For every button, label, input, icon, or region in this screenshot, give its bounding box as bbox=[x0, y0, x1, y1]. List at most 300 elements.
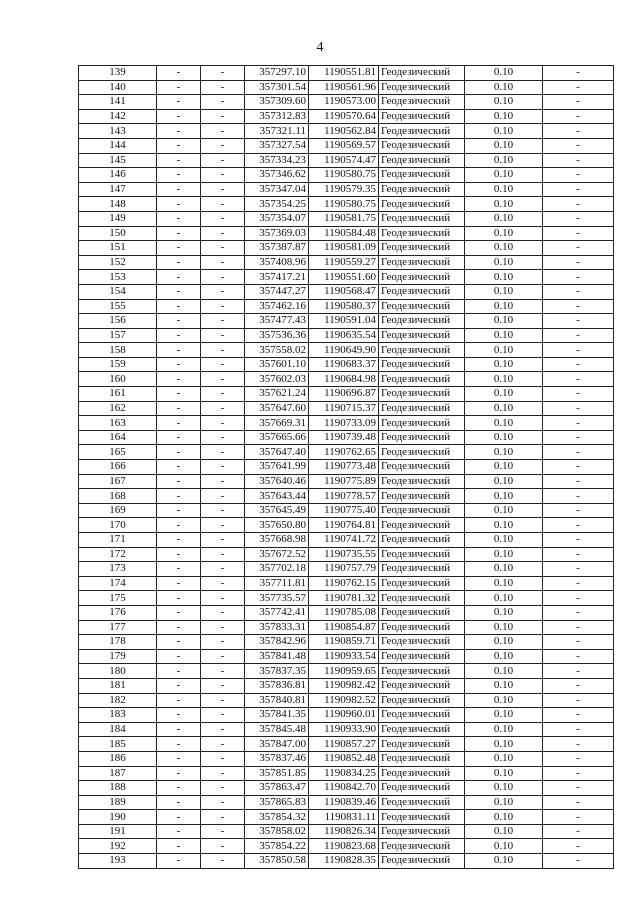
method-cell: Геодезический bbox=[379, 255, 465, 270]
empty-cell: - bbox=[543, 401, 614, 416]
x-coordinate-cell: 357735.57 bbox=[245, 591, 309, 606]
method-cell: Геодезический bbox=[379, 751, 465, 766]
method-cell: Геодезический bbox=[379, 226, 465, 241]
table-row bbox=[79, 605, 614, 620]
empty-cell: - bbox=[543, 854, 614, 869]
y-coordinate-cell: 1190785.08 bbox=[309, 605, 379, 620]
accuracy-cell: 0.10 bbox=[465, 503, 543, 518]
y-coordinate-cell: 1190775.89 bbox=[309, 474, 379, 489]
empty-cell: - bbox=[543, 489, 614, 504]
point-number-cell: 188 bbox=[79, 781, 157, 796]
empty-cell: - bbox=[201, 489, 245, 504]
table-row bbox=[79, 284, 614, 299]
accuracy-cell: 0.10 bbox=[465, 343, 543, 358]
method-cell: Геодезический bbox=[379, 314, 465, 329]
table-row bbox=[79, 430, 614, 445]
point-number-cell: 168 bbox=[79, 489, 157, 504]
table-row bbox=[79, 664, 614, 679]
empty-cell: - bbox=[543, 503, 614, 518]
empty-cell: - bbox=[157, 226, 201, 241]
empty-cell: - bbox=[543, 445, 614, 460]
point-number-cell: 148 bbox=[79, 197, 157, 212]
empty-cell: - bbox=[201, 357, 245, 372]
x-coordinate-cell: 357369.03 bbox=[245, 226, 309, 241]
accuracy-cell: 0.10 bbox=[465, 182, 543, 197]
empty-cell: - bbox=[201, 751, 245, 766]
empty-cell: - bbox=[201, 460, 245, 475]
table-row bbox=[79, 737, 614, 752]
empty-cell: - bbox=[157, 649, 201, 664]
empty-cell: - bbox=[201, 168, 245, 183]
y-coordinate-cell: 1190781.32 bbox=[309, 591, 379, 606]
empty-cell: - bbox=[201, 591, 245, 606]
empty-cell: - bbox=[543, 562, 614, 577]
point-number-cell: 167 bbox=[79, 474, 157, 489]
method-cell: Геодезический bbox=[379, 620, 465, 635]
x-coordinate-cell: 357347.04 bbox=[245, 182, 309, 197]
point-number-cell: 157 bbox=[79, 328, 157, 343]
empty-cell: - bbox=[157, 737, 201, 752]
empty-cell: - bbox=[201, 80, 245, 95]
method-cell: Геодезический bbox=[379, 343, 465, 358]
point-number-cell: 163 bbox=[79, 416, 157, 431]
accuracy-cell: 0.10 bbox=[465, 299, 543, 314]
empty-cell: - bbox=[543, 547, 614, 562]
empty-cell: - bbox=[201, 810, 245, 825]
accuracy-cell: 0.10 bbox=[465, 649, 543, 664]
table-row bbox=[79, 328, 614, 343]
method-cell: Геодезический bbox=[379, 124, 465, 139]
empty-cell: - bbox=[543, 576, 614, 591]
table-row bbox=[79, 576, 614, 591]
x-coordinate-cell: 357408.96 bbox=[245, 255, 309, 270]
y-coordinate-cell: 1190764.81 bbox=[309, 518, 379, 533]
empty-cell: - bbox=[201, 226, 245, 241]
empty-cell: - bbox=[543, 80, 614, 95]
table-row bbox=[79, 722, 614, 737]
empty-cell: - bbox=[201, 343, 245, 358]
y-coordinate-cell: 1190826.34 bbox=[309, 824, 379, 839]
empty-cell: - bbox=[201, 839, 245, 854]
empty-cell: - bbox=[157, 635, 201, 650]
point-number-cell: 189 bbox=[79, 795, 157, 810]
point-number-cell: 145 bbox=[79, 153, 157, 168]
y-coordinate-cell: 1190775.40 bbox=[309, 503, 379, 518]
accuracy-cell: 0.10 bbox=[465, 153, 543, 168]
empty-cell: - bbox=[201, 503, 245, 518]
y-coordinate-cell: 1190778.57 bbox=[309, 489, 379, 504]
method-cell: Геодезический bbox=[379, 649, 465, 664]
empty-cell: - bbox=[543, 153, 614, 168]
x-coordinate-cell: 357840.81 bbox=[245, 693, 309, 708]
x-coordinate-cell: 357447.27 bbox=[245, 284, 309, 299]
empty-cell: - bbox=[157, 445, 201, 460]
method-cell: Геодезический bbox=[379, 489, 465, 504]
x-coordinate-cell: 357462.16 bbox=[245, 299, 309, 314]
y-coordinate-cell: 1190842.70 bbox=[309, 781, 379, 796]
empty-cell: - bbox=[157, 138, 201, 153]
accuracy-cell: 0.10 bbox=[465, 460, 543, 475]
point-number-cell: 181 bbox=[79, 678, 157, 693]
y-coordinate-cell: 1190831.11 bbox=[309, 810, 379, 825]
empty-cell: - bbox=[157, 605, 201, 620]
empty-cell: - bbox=[157, 781, 201, 796]
empty-cell: - bbox=[543, 839, 614, 854]
empty-cell: - bbox=[157, 854, 201, 869]
accuracy-cell: 0.10 bbox=[465, 226, 543, 241]
y-coordinate-cell: 1190823.68 bbox=[309, 839, 379, 854]
y-coordinate-cell: 1190581.75 bbox=[309, 211, 379, 226]
accuracy-cell: 0.10 bbox=[465, 839, 543, 854]
method-cell: Геодезический bbox=[379, 182, 465, 197]
point-number-cell: 174 bbox=[79, 576, 157, 591]
point-number-cell: 141 bbox=[79, 95, 157, 110]
y-coordinate-cell: 1190854.87 bbox=[309, 620, 379, 635]
empty-cell: - bbox=[543, 270, 614, 285]
empty-cell: - bbox=[157, 708, 201, 723]
point-number-cell: 185 bbox=[79, 737, 157, 752]
accuracy-cell: 0.10 bbox=[465, 270, 543, 285]
y-coordinate-cell: 1190568.47 bbox=[309, 284, 379, 299]
table-row bbox=[79, 620, 614, 635]
point-number-cell: 192 bbox=[79, 839, 157, 854]
empty-cell: - bbox=[543, 781, 614, 796]
empty-cell: - bbox=[157, 751, 201, 766]
x-coordinate-cell: 357668.98 bbox=[245, 533, 309, 548]
table-row bbox=[79, 649, 614, 664]
point-number-cell: 179 bbox=[79, 649, 157, 664]
x-coordinate-cell: 357863.47 bbox=[245, 781, 309, 796]
table-row bbox=[79, 357, 614, 372]
accuracy-cell: 0.10 bbox=[465, 138, 543, 153]
method-cell: Геодезический bbox=[379, 66, 465, 81]
point-number-cell: 162 bbox=[79, 401, 157, 416]
method-cell: Геодезический bbox=[379, 518, 465, 533]
empty-cell: - bbox=[157, 357, 201, 372]
x-coordinate-cell: 357640.46 bbox=[245, 474, 309, 489]
empty-cell: - bbox=[157, 722, 201, 737]
method-cell: Геодезический bbox=[379, 503, 465, 518]
x-coordinate-cell: 357711.81 bbox=[245, 576, 309, 591]
y-coordinate-cell: 1190551.60 bbox=[309, 270, 379, 285]
x-coordinate-cell: 357312.83 bbox=[245, 109, 309, 124]
empty-cell: - bbox=[201, 708, 245, 723]
point-number-cell: 146 bbox=[79, 168, 157, 183]
y-coordinate-cell: 1190735.55 bbox=[309, 547, 379, 562]
empty-cell: - bbox=[157, 693, 201, 708]
point-number-cell: 182 bbox=[79, 693, 157, 708]
x-coordinate-cell: 357621.24 bbox=[245, 387, 309, 402]
empty-cell: - bbox=[543, 649, 614, 664]
y-coordinate-cell: 1190584.48 bbox=[309, 226, 379, 241]
x-coordinate-cell: 357836.81 bbox=[245, 678, 309, 693]
point-number-cell: 180 bbox=[79, 664, 157, 679]
method-cell: Геодезический bbox=[379, 401, 465, 416]
empty-cell: - bbox=[157, 810, 201, 825]
y-coordinate-cell: 1190834.25 bbox=[309, 766, 379, 781]
y-coordinate-cell: 1190982.42 bbox=[309, 678, 379, 693]
x-coordinate-cell: 357558.02 bbox=[245, 343, 309, 358]
empty-cell: - bbox=[201, 533, 245, 548]
empty-cell: - bbox=[543, 795, 614, 810]
empty-cell: - bbox=[201, 284, 245, 299]
empty-cell: - bbox=[543, 109, 614, 124]
y-coordinate-cell: 1190757.79 bbox=[309, 562, 379, 577]
empty-cell: - bbox=[201, 445, 245, 460]
x-coordinate-cell: 357837.46 bbox=[245, 751, 309, 766]
x-coordinate-cell: 357650.80 bbox=[245, 518, 309, 533]
table-row bbox=[79, 95, 614, 110]
x-coordinate-cell: 357854.22 bbox=[245, 839, 309, 854]
point-number-cell: 166 bbox=[79, 460, 157, 475]
accuracy-cell: 0.10 bbox=[465, 95, 543, 110]
empty-cell: - bbox=[201, 211, 245, 226]
point-number-cell: 187 bbox=[79, 766, 157, 781]
y-coordinate-cell: 1190635.54 bbox=[309, 328, 379, 343]
table-body bbox=[79, 66, 614, 869]
empty-cell: - bbox=[201, 255, 245, 270]
empty-cell: - bbox=[157, 372, 201, 387]
method-cell: Геодезический bbox=[379, 387, 465, 402]
empty-cell: - bbox=[201, 474, 245, 489]
empty-cell: - bbox=[543, 226, 614, 241]
x-coordinate-cell: 357858.02 bbox=[245, 824, 309, 839]
y-coordinate-cell: 1190741.72 bbox=[309, 533, 379, 548]
method-cell: Геодезический bbox=[379, 138, 465, 153]
point-number-cell: 143 bbox=[79, 124, 157, 139]
empty-cell: - bbox=[157, 168, 201, 183]
table-row bbox=[79, 503, 614, 518]
x-coordinate-cell: 357417.21 bbox=[245, 270, 309, 285]
accuracy-cell: 0.10 bbox=[465, 620, 543, 635]
empty-cell: - bbox=[543, 124, 614, 139]
table-row bbox=[79, 489, 614, 504]
x-coordinate-cell: 357309.60 bbox=[245, 95, 309, 110]
accuracy-cell: 0.10 bbox=[465, 66, 543, 81]
point-number-cell: 173 bbox=[79, 562, 157, 577]
y-coordinate-cell: 1190773.48 bbox=[309, 460, 379, 475]
empty-cell: - bbox=[543, 182, 614, 197]
table-row bbox=[79, 810, 614, 825]
y-coordinate-cell: 1190933.54 bbox=[309, 649, 379, 664]
x-coordinate-cell: 357742.41 bbox=[245, 605, 309, 620]
x-coordinate-cell: 357841.35 bbox=[245, 708, 309, 723]
empty-cell: - bbox=[157, 489, 201, 504]
x-coordinate-cell: 357854.32 bbox=[245, 810, 309, 825]
accuracy-cell: 0.10 bbox=[465, 109, 543, 124]
accuracy-cell: 0.10 bbox=[465, 474, 543, 489]
empty-cell: - bbox=[201, 795, 245, 810]
method-cell: Геодезический bbox=[379, 664, 465, 679]
accuracy-cell: 0.10 bbox=[465, 576, 543, 591]
accuracy-cell: 0.10 bbox=[465, 430, 543, 445]
method-cell: Геодезический bbox=[379, 328, 465, 343]
empty-cell: - bbox=[543, 591, 614, 606]
y-coordinate-cell: 1190762.15 bbox=[309, 576, 379, 591]
method-cell: Геодезический bbox=[379, 737, 465, 752]
table-row bbox=[79, 795, 614, 810]
empty-cell: - bbox=[543, 197, 614, 212]
table-row bbox=[79, 299, 614, 314]
empty-cell: - bbox=[157, 562, 201, 577]
point-number-cell: 169 bbox=[79, 503, 157, 518]
empty-cell: - bbox=[201, 387, 245, 402]
table-row bbox=[79, 474, 614, 489]
empty-cell: - bbox=[157, 387, 201, 402]
empty-cell: - bbox=[543, 241, 614, 256]
y-coordinate-cell: 1190715.37 bbox=[309, 401, 379, 416]
empty-cell: - bbox=[543, 664, 614, 679]
empty-cell: - bbox=[157, 503, 201, 518]
accuracy-cell: 0.10 bbox=[465, 678, 543, 693]
empty-cell: - bbox=[201, 605, 245, 620]
x-coordinate-cell: 357842.96 bbox=[245, 635, 309, 650]
method-cell: Геодезический bbox=[379, 474, 465, 489]
empty-cell: - bbox=[543, 708, 614, 723]
empty-cell: - bbox=[201, 430, 245, 445]
method-cell: Геодезический bbox=[379, 693, 465, 708]
empty-cell: - bbox=[157, 153, 201, 168]
y-coordinate-cell: 1190839.46 bbox=[309, 795, 379, 810]
point-number-cell: 142 bbox=[79, 109, 157, 124]
point-number-cell: 184 bbox=[79, 722, 157, 737]
empty-cell: - bbox=[201, 401, 245, 416]
x-coordinate-cell: 357354.25 bbox=[245, 197, 309, 212]
empty-cell: - bbox=[201, 664, 245, 679]
x-coordinate-cell: 357841.48 bbox=[245, 649, 309, 664]
table-row bbox=[79, 109, 614, 124]
method-cell: Геодезический bbox=[379, 766, 465, 781]
table-row bbox=[79, 518, 614, 533]
empty-cell: - bbox=[157, 839, 201, 854]
table-row bbox=[79, 708, 614, 723]
point-number-cell: 186 bbox=[79, 751, 157, 766]
point-number-cell: 151 bbox=[79, 241, 157, 256]
accuracy-cell: 0.10 bbox=[465, 810, 543, 825]
empty-cell: - bbox=[157, 664, 201, 679]
empty-cell: - bbox=[201, 299, 245, 314]
empty-cell: - bbox=[157, 460, 201, 475]
method-cell: Геодезический bbox=[379, 547, 465, 562]
empty-cell: - bbox=[157, 255, 201, 270]
empty-cell: - bbox=[201, 66, 245, 81]
point-number-cell: 190 bbox=[79, 810, 157, 825]
empty-cell: - bbox=[543, 474, 614, 489]
method-cell: Геодезический bbox=[379, 95, 465, 110]
point-number-cell: 154 bbox=[79, 284, 157, 299]
empty-cell: - bbox=[543, 430, 614, 445]
y-coordinate-cell: 1190859.71 bbox=[309, 635, 379, 650]
empty-cell: - bbox=[201, 138, 245, 153]
empty-cell: - bbox=[543, 751, 614, 766]
point-number-cell: 153 bbox=[79, 270, 157, 285]
empty-cell: - bbox=[157, 211, 201, 226]
x-coordinate-cell: 357865.83 bbox=[245, 795, 309, 810]
x-coordinate-cell: 357672.52 bbox=[245, 547, 309, 562]
empty-cell: - bbox=[201, 620, 245, 635]
y-coordinate-cell: 1190959.65 bbox=[309, 664, 379, 679]
y-coordinate-cell: 1190696.87 bbox=[309, 387, 379, 402]
empty-cell: - bbox=[157, 401, 201, 416]
empty-cell: - bbox=[157, 766, 201, 781]
empty-cell: - bbox=[157, 533, 201, 548]
x-coordinate-cell: 357665.66 bbox=[245, 430, 309, 445]
method-cell: Геодезический bbox=[379, 839, 465, 854]
table-row bbox=[79, 591, 614, 606]
method-cell: Геодезический bbox=[379, 430, 465, 445]
empty-cell: - bbox=[201, 328, 245, 343]
table-row bbox=[79, 153, 614, 168]
empty-cell: - bbox=[201, 241, 245, 256]
x-coordinate-cell: 357334.23 bbox=[245, 153, 309, 168]
accuracy-cell: 0.10 bbox=[465, 489, 543, 504]
y-coordinate-cell: 1190580.75 bbox=[309, 197, 379, 212]
accuracy-cell: 0.10 bbox=[465, 445, 543, 460]
accuracy-cell: 0.10 bbox=[465, 766, 543, 781]
accuracy-cell: 0.10 bbox=[465, 401, 543, 416]
x-coordinate-cell: 357477.43 bbox=[245, 314, 309, 329]
table-row bbox=[79, 401, 614, 416]
table-row bbox=[79, 226, 614, 241]
empty-cell: - bbox=[157, 241, 201, 256]
point-number-cell: 193 bbox=[79, 854, 157, 869]
empty-cell: - bbox=[543, 737, 614, 752]
table-row bbox=[79, 197, 614, 212]
method-cell: Геодезический bbox=[379, 810, 465, 825]
accuracy-cell: 0.10 bbox=[465, 591, 543, 606]
empty-cell: - bbox=[201, 124, 245, 139]
point-number-cell: 176 bbox=[79, 605, 157, 620]
accuracy-cell: 0.10 bbox=[465, 737, 543, 752]
y-coordinate-cell: 1190570.64 bbox=[309, 109, 379, 124]
method-cell: Геодезический bbox=[379, 533, 465, 548]
point-number-cell: 152 bbox=[79, 255, 157, 270]
accuracy-cell: 0.10 bbox=[465, 372, 543, 387]
empty-cell: - bbox=[543, 416, 614, 431]
point-number-cell: 147 bbox=[79, 182, 157, 197]
coordinates-table bbox=[78, 65, 614, 869]
accuracy-cell: 0.10 bbox=[465, 518, 543, 533]
y-coordinate-cell: 1190960.01 bbox=[309, 708, 379, 723]
empty-cell: - bbox=[543, 95, 614, 110]
empty-cell: - bbox=[201, 518, 245, 533]
x-coordinate-cell: 357847.00 bbox=[245, 737, 309, 752]
table-row bbox=[79, 343, 614, 358]
x-coordinate-cell: 357643.44 bbox=[245, 489, 309, 504]
table-row bbox=[79, 211, 614, 226]
empty-cell: - bbox=[201, 109, 245, 124]
empty-cell: - bbox=[157, 591, 201, 606]
empty-cell: - bbox=[157, 124, 201, 139]
point-number-cell: 172 bbox=[79, 547, 157, 562]
y-coordinate-cell: 1190739.48 bbox=[309, 430, 379, 445]
accuracy-cell: 0.10 bbox=[465, 824, 543, 839]
empty-cell: - bbox=[157, 430, 201, 445]
x-coordinate-cell: 357850.58 bbox=[245, 854, 309, 869]
table-row bbox=[79, 182, 614, 197]
y-coordinate-cell: 1190579.35 bbox=[309, 182, 379, 197]
table-row bbox=[79, 751, 614, 766]
accuracy-cell: 0.10 bbox=[465, 781, 543, 796]
empty-cell: - bbox=[201, 197, 245, 212]
method-cell: Геодезический bbox=[379, 372, 465, 387]
table-row bbox=[79, 678, 614, 693]
y-coordinate-cell: 1190574.47 bbox=[309, 153, 379, 168]
empty-cell: - bbox=[201, 737, 245, 752]
accuracy-cell: 0.10 bbox=[465, 635, 543, 650]
table-row bbox=[79, 562, 614, 577]
y-coordinate-cell: 1190852.48 bbox=[309, 751, 379, 766]
